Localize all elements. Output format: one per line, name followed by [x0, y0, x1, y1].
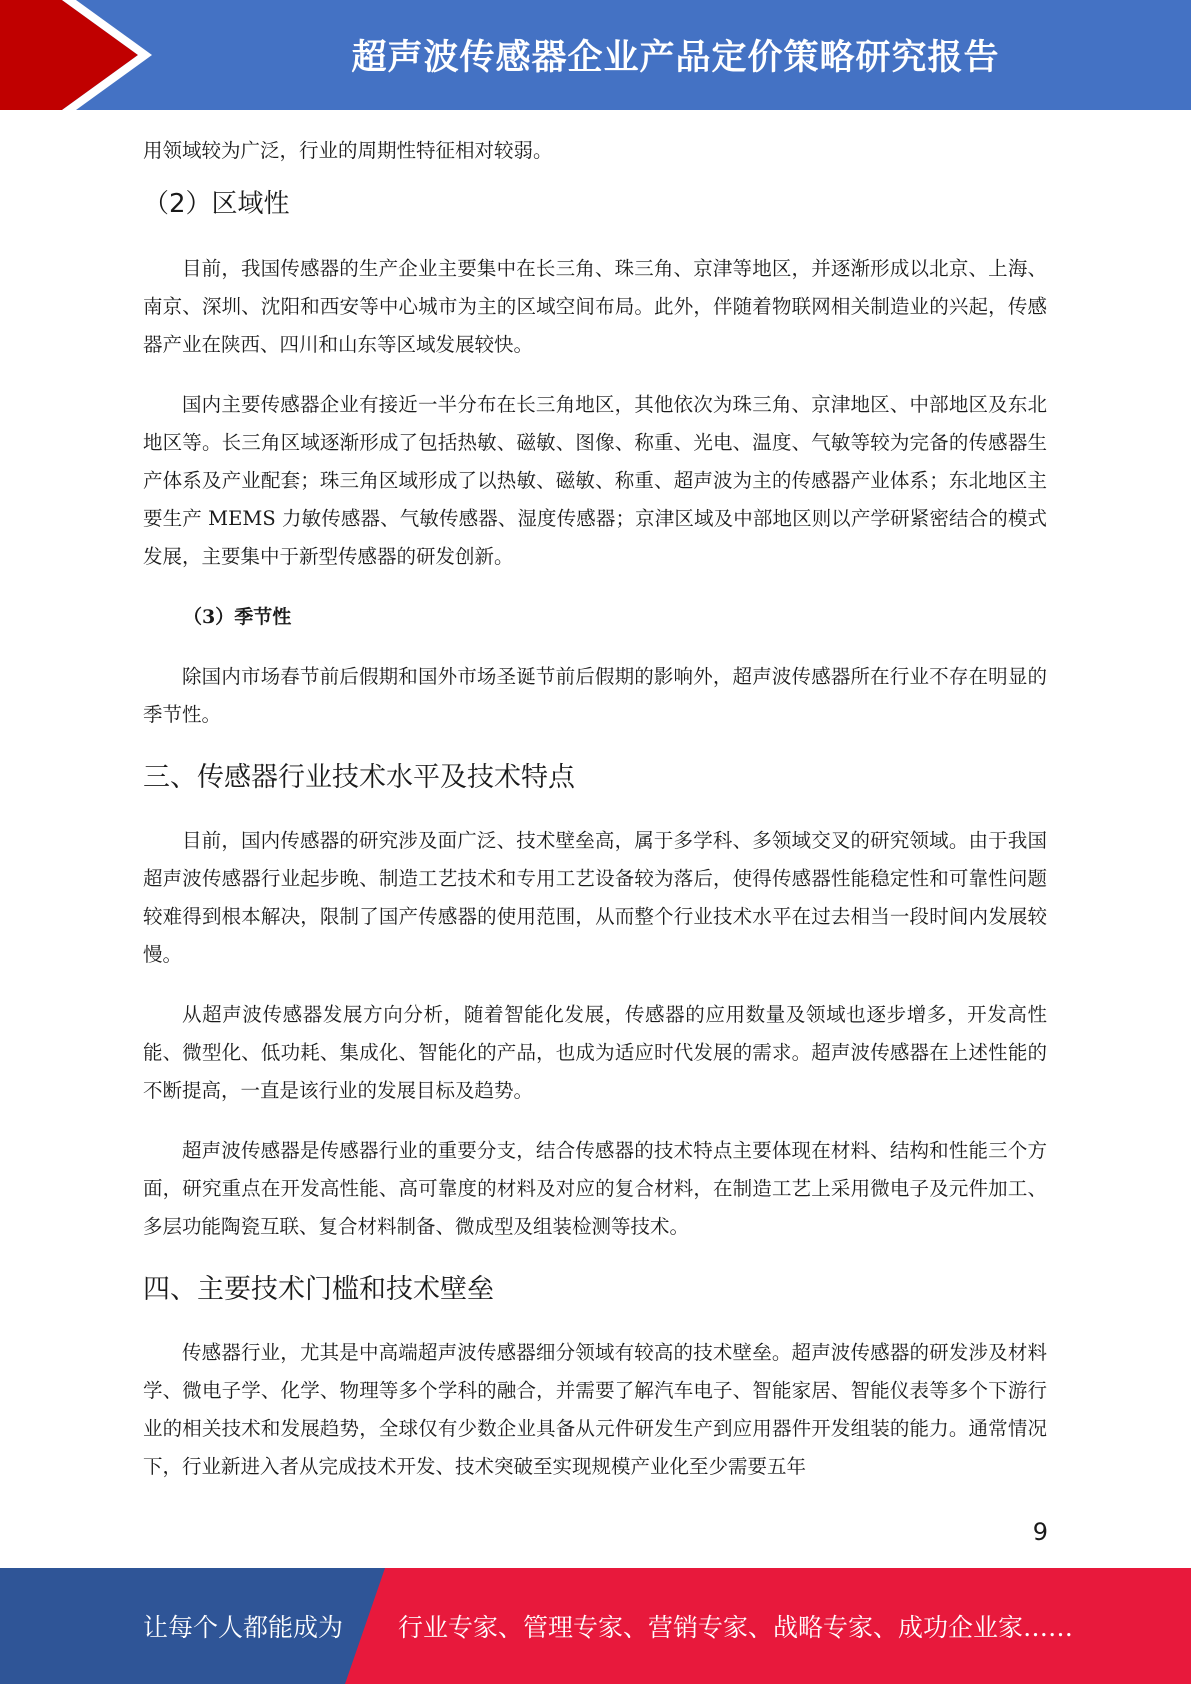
regional-paragraph-2: 国内主要传感器企业有接近一半分布在长三角地区，其他依次为珠三角、京津地区、中部地区及东北地区等。长三角区域逐渐形成了包括热敏、磁敏、图像、称重、光电、温度、气敏等较为完备的传感器生产体系及产业配套；珠三角区域形成了以热敏、磁敏、称重、超声波为主的传感器产业体系；东北地区主要生产 MEMS 力敏传感器、气敏传感器、湿度传感器；京津区域及中部地区则以产学研紧密结合的模式发展，主要集中于新型传感器的研发创新。	[143, 393, 1047, 568]
page-number: 9	[1032, 1518, 1048, 1546]
heading-regional: （2）区域性	[143, 189, 290, 219]
intro-paragraph: 用领域较为广泛，行业的周期性特征相对较弱。	[143, 139, 553, 162]
tech-paragraph-2: 从超声波传感器发展方向分析，随着智能化发展，传感器的应用数量及领域也逐步增多，开发高性能、微型化、低功耗、集成化、智能化的产品，也成为适应时代发展的需求。超声波传感器在上述性能的不断提高，一直是该行业的发展目标及趋势。	[143, 1003, 1047, 1102]
seasonal-paragraph: 除国内市场春节前后假期和国外市场圣诞节前后假期的影响外，超声波传感器所在行业不存在明显的季节性。	[143, 665, 1047, 726]
heading-seasonal: （3）季节性	[183, 606, 292, 628]
section-heading-3: 三、传感器行业技术水平及技术特点	[143, 762, 575, 793]
footer-slogan-left: 让每个人都能成为	[143, 1613, 344, 1642]
page-header	[0, 0, 1191, 110]
regional-paragraph-1: 目前，我国传感器的生产企业主要集中在长三角、珠三角、京津等地区，并逐渐形成以北京、上海、南京、深圳、沈阳和西安等中心城市为主的区域空间布局。此外，伴随着物联网相关制造业的兴起，传感器产业在陕西、四川和山东等区域发展较快。	[143, 257, 1047, 356]
page-content	[143, 132, 1047, 1486]
tech-paragraph-3: 超声波传感器是传感器行业的重要分支，结合传感器的技术特点主要体现在材料、结构和性能三个方面，研究重点在开发高性能、高可靠度的材料及对应的复合材料，在制造工艺上采用微电子及元件加工、多层功能陶瓷互联、复合材料制备、微成型及组装检测等技术。	[143, 1139, 1047, 1238]
tech-paragraph-1: 目前，国内传感器的研究涉及面广泛、技术壁垒高，属于多学科、多领域交叉的研究领域。由于我国超声波传感器行业起步晚、制造工艺技术和专用工艺设备较为落后，使得传感器性能稳定性和可靠性问题较难得到根本解决，限制了国产传感器的使用范围，从而整个行业技术水平在过去相当一段时间内发展较慢。	[143, 829, 1047, 966]
report-title: 超声波传感器企业产品定价策略研究报告	[351, 38, 1000, 78]
footer-slogan-right: 行业专家、管理专家、营销专家、战略专家、成功企业家……	[398, 1613, 1074, 1642]
page-footer	[0, 1568, 1191, 1684]
barrier-paragraph: 传感器行业，尤其是中高端超声波传感器细分领域有较高的技术壁垒。超声波传感器的研发涉及材料学、微电子学、化学、物理等多个学科的融合，并需要了解汽车电子、智能家居、智能仪表等多个下游行业的相关技术和发展趋势，全球仅有少数企业具备从元件研发生产到应用器件开发组装的能力。通常情况下，行业新进入者从完成技术开发、技术突破至实现规模产业化至少需要五年	[143, 1341, 1047, 1478]
section-heading-4: 四、主要技术门槛和技术壁垒	[143, 1274, 494, 1305]
